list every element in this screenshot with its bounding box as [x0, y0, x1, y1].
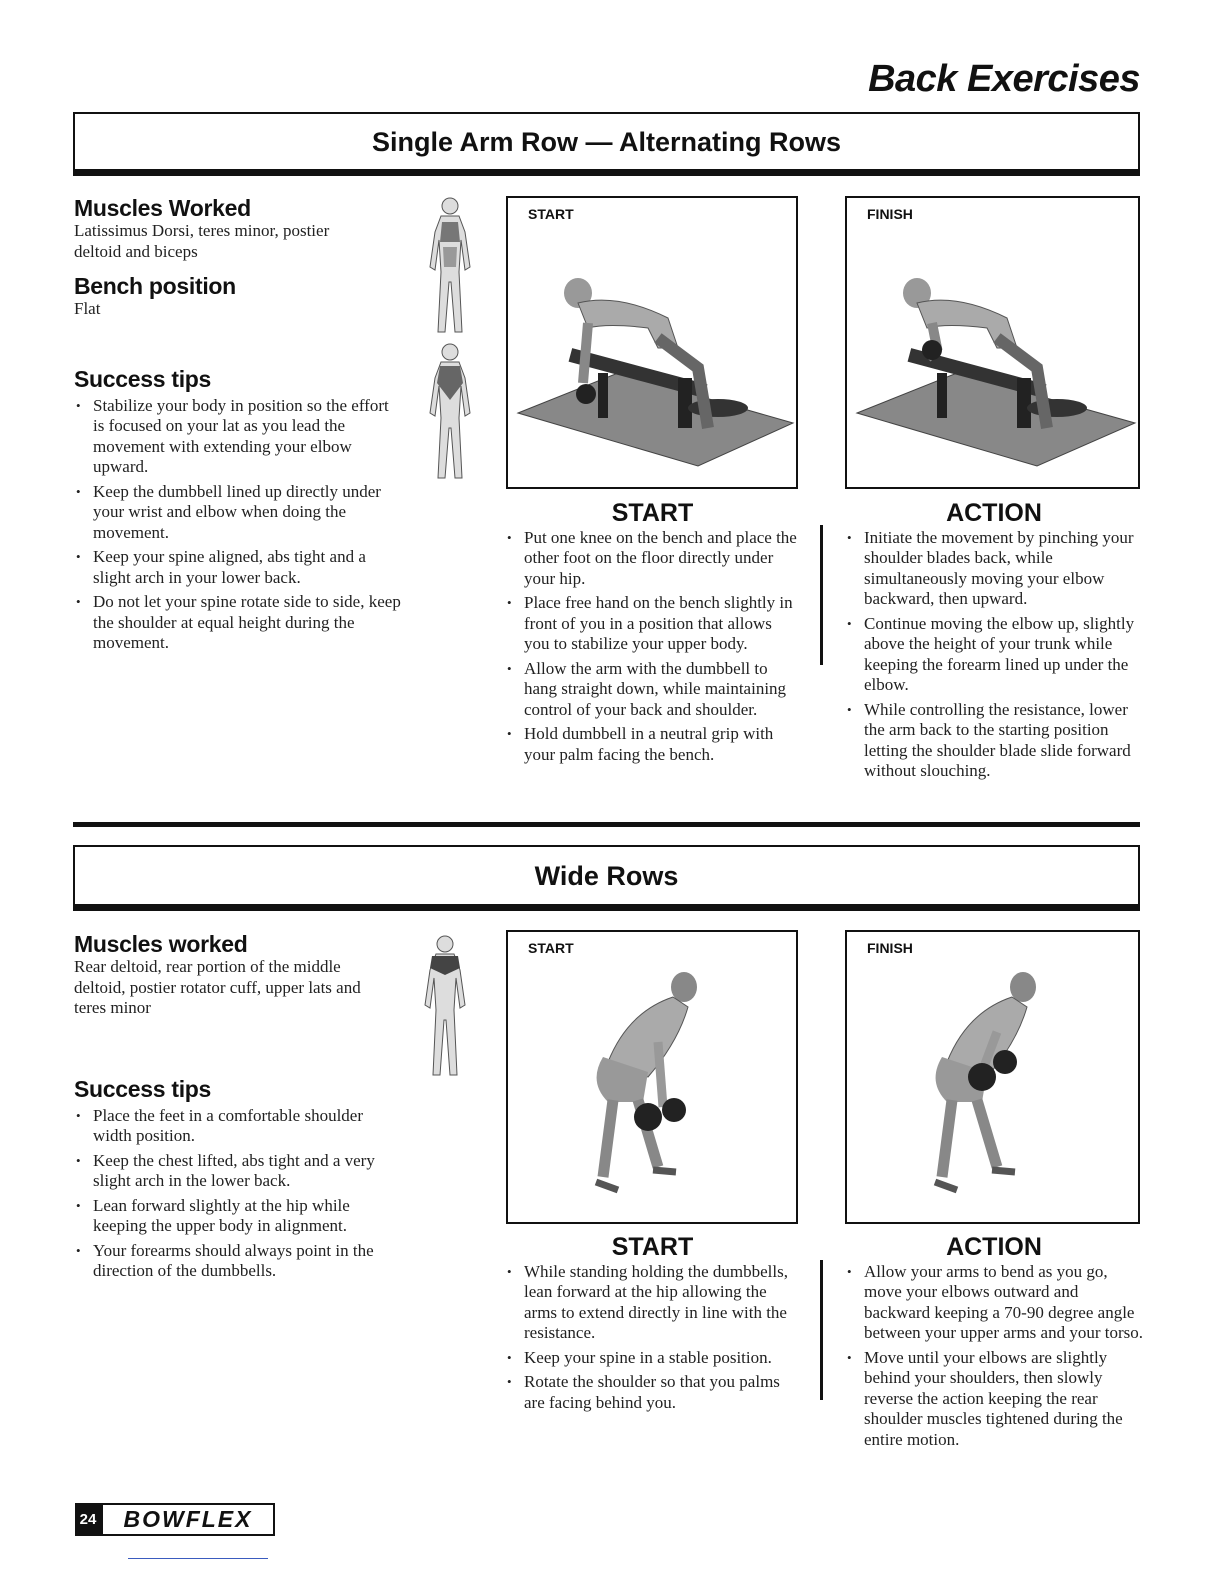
left-column — [74, 931, 414, 1286]
start-list — [505, 1262, 800, 1414]
list-item: • Keep the dumbbell lined up directly under your wrist and elbow when doing the movement. — [74, 482, 404, 544]
start-instructions — [505, 1233, 800, 1417]
list-item: • Place free hand on the bench slightly in front of you in a position that allows you to stabilize your upper body. — [505, 593, 800, 655]
single-arm-row-finish-illustration — [847, 198, 1140, 489]
muscles-worked-text: Latissimus Dorsi, teres minor, postier deltoid and biceps — [74, 221, 330, 261]
list-item: • Initiate the movement by pinching your shoulder blades back, while simultaneously moving your elbow backward, then upward. — [845, 528, 1143, 610]
list-item: • Do not let your spine rotate side to side, keep the shoulder at equal height during the movement. — [74, 592, 404, 654]
list-item: • While controlling the resistance, lower the arm back to the starting position letting the shoulder blade slide forward without slouching. — [845, 700, 1143, 782]
finish-photo-label: FINISH — [867, 206, 913, 222]
bench-position-text: Flat — [74, 299, 101, 318]
wide-rows-finish-illustration — [847, 932, 1140, 1224]
section-divider — [73, 822, 1140, 827]
single-arm-row-start-illustration — [508, 198, 798, 489]
list-item: • Your forearms should always point in the direction of the dumbbells. — [74, 1241, 394, 1282]
bench-position-heading: Bench position — [74, 273, 236, 299]
anatomy-back-figure — [415, 338, 485, 488]
list-item: • Place the feet in a comfortable shoulder width position. — [74, 1106, 394, 1147]
action-instructions — [845, 499, 1143, 786]
start-photo — [506, 196, 798, 489]
list-item: • Lean forward slightly at the hip while keeping the upper body in alignment. — [74, 1196, 394, 1237]
action-heading: ACTION — [946, 499, 1042, 527]
wide-rows-start-illustration — [508, 932, 798, 1224]
list-item: • Keep the chest lifted, abs tight and a very slight arch in the lower back. — [74, 1151, 394, 1192]
finish-photo — [845, 930, 1140, 1224]
list-item: • Move until your elbows are slightly behind your shoulders, then slowly reverse the action keeping the rear shoulder muscles tightened during the entire motion. — [845, 1348, 1143, 1451]
list-item: • Keep your spine in a stable position. — [505, 1348, 800, 1369]
section-title: Single Arm Row — Alternating Rows — [371, 127, 842, 157]
section-title-box — [73, 112, 1140, 176]
list-item: • Keep your spine aligned, abs tight and a slight arch in your lower back. — [74, 547, 404, 588]
list-item: • Continue moving the elbow up, slightly above the height of your trunk while keeping the forearm lined up under the elbow. — [845, 614, 1143, 696]
section-title: Wide Rows — [534, 861, 679, 891]
success-tips-heading: Success tips — [74, 1075, 212, 1102]
muscles-worked-heading: Muscles Worked — [74, 195, 251, 221]
anatomy-front-figure — [415, 192, 485, 342]
success-tips-list — [74, 396, 404, 654]
list-item: • Rotate the shoulder so that you palms are facing behind you. — [505, 1372, 800, 1413]
start-photo — [506, 930, 798, 1224]
success-tips-heading: Success tips — [74, 365, 212, 392]
start-heading: START — [611, 1233, 694, 1261]
muscles-worked-heading: Muscles worked — [74, 931, 248, 957]
finish-photo — [845, 196, 1140, 489]
finish-photo-label: FINISH — [867, 940, 913, 956]
list-item: • Allow your arms to bend as you go, move your elbows outward and backward keeping a 70-90 degree angle between your upper arms and your torso. — [845, 1262, 1143, 1344]
action-list — [845, 1262, 1143, 1451]
muscles-worked-text: Rear deltoid, rear portion of the middle deltoid, postier rotator cuff, upper lats and teres minor — [74, 957, 361, 1017]
action-instructions — [845, 1233, 1144, 1454]
page-title: Back Exercises — [868, 58, 1140, 100]
anatomy-back-figure — [410, 930, 480, 1085]
left-column — [74, 195, 414, 658]
list-item: • Stabilize your body in position so the effort is focused on your lat as you lead the movement with extending your elbow upward. — [74, 396, 404, 478]
brand-logo: BOWFLEX — [101, 1503, 275, 1536]
list-item: • While standing holding the dumbbells, lean forward at the hip allowing the arms to extend directly in line with the resistance. — [505, 1262, 800, 1344]
column-divider — [820, 1260, 823, 1400]
start-heading: START — [611, 499, 694, 527]
action-heading: ACTION — [946, 1233, 1042, 1261]
list-item: • Put one knee on the bench and place the other foot on the floor directly under your hip. — [505, 528, 800, 590]
success-tips-list — [74, 1106, 394, 1282]
section-title-box — [73, 845, 1140, 911]
start-instructions — [505, 499, 800, 769]
action-list — [845, 528, 1143, 782]
list-item: • Hold dumbbell in a neutral grip with your palm facing the bench. — [505, 724, 800, 765]
list-item: • Allow the arm with the dumbbell to hang straight down, while maintaining control of your back and shoulder. — [505, 659, 800, 721]
page-number: 24 — [75, 1503, 101, 1536]
start-photo-label: START — [528, 206, 574, 222]
start-photo-label: START — [528, 940, 574, 956]
start-list — [505, 528, 800, 766]
footer-rule — [128, 1558, 268, 1559]
column-divider — [820, 525, 823, 665]
